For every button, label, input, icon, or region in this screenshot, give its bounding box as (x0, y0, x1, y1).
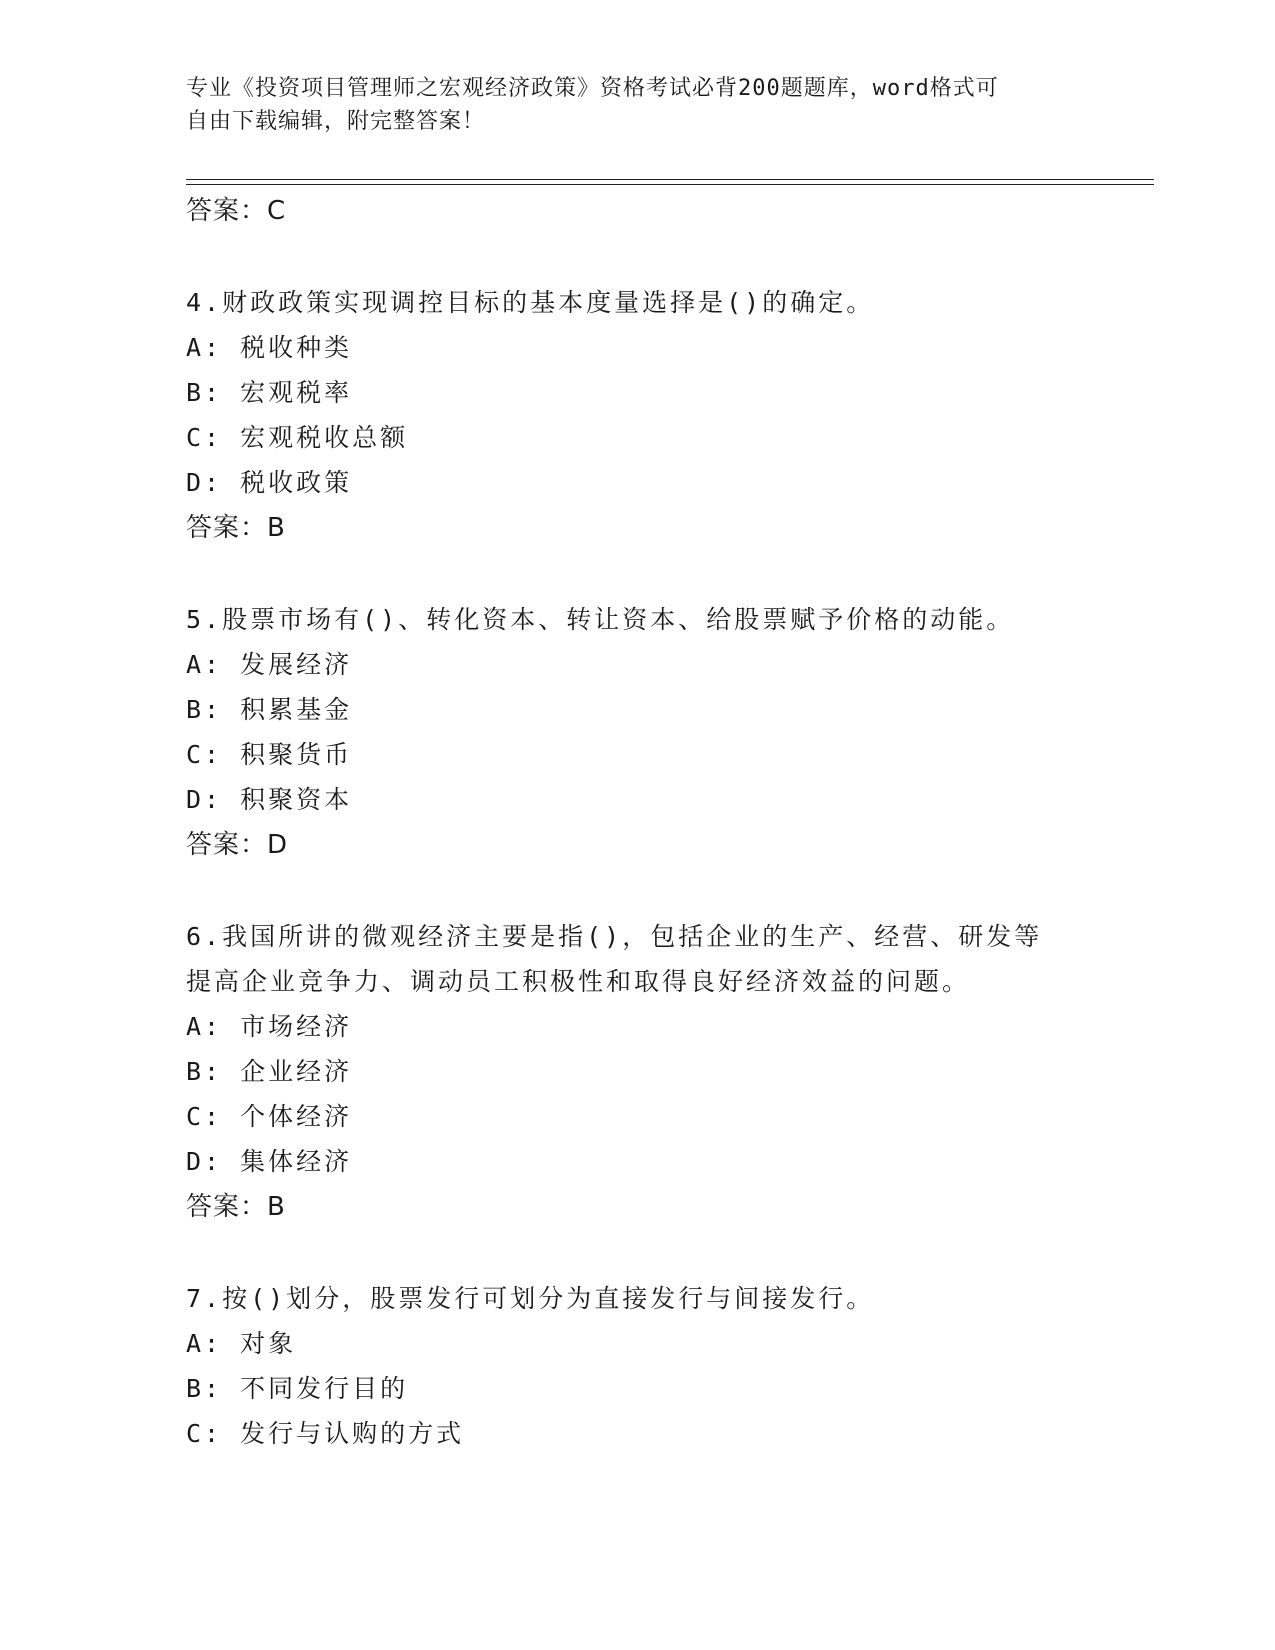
option-b: B: 不同发行目的 (186, 1374, 409, 1403)
header-line-1: 专业《投资项目管理师之宏观经济政策》资格考试必背200题题库，word格式可 (186, 76, 999, 101)
spacer (186, 551, 1086, 597)
question-stem: 4.财政政策实现调控目标的基本度量选择是()的确定。 (186, 288, 875, 317)
option-b: B: 积累基金 (186, 695, 353, 724)
option-d: D: 税收政策 (186, 468, 353, 497)
option-a: A: 发展经济 (186, 650, 353, 679)
answer: 答案：D (186, 830, 289, 860)
document-header (186, 72, 1066, 138)
option-c: C: 发行与认购的方式 (186, 1419, 465, 1448)
header-line-2: 自由下载编辑，附完整答案！ (186, 109, 486, 134)
option-b: B: 宏观税率 (186, 378, 353, 407)
spacer (186, 868, 1086, 914)
spacer (186, 234, 1086, 280)
question-stem: 5.股票市场有()、转化资本、转让资本、给股票赋予价格的动能。 (186, 605, 1015, 634)
question-7 (186, 1276, 1086, 1456)
answer-previous: 答案：C (186, 196, 287, 226)
option-c: C: 积聚货币 (186, 740, 353, 769)
option-a: A: 对象 (186, 1329, 297, 1358)
question-list (186, 188, 1086, 1456)
answer: 答案：B (186, 513, 286, 543)
option-a: A: 税收种类 (186, 333, 353, 362)
question-4 (186, 280, 1086, 551)
header-divider-top (186, 179, 1154, 180)
header-divider-bottom (186, 184, 1154, 185)
spacer (186, 1230, 1086, 1276)
option-c: C: 宏观税收总额 (186, 423, 409, 452)
question-6 (186, 914, 1086, 1230)
question-5 (186, 597, 1086, 868)
option-b: B: 企业经济 (186, 1057, 353, 1086)
answer: 答案：B (186, 1192, 286, 1222)
option-d: D: 积聚资本 (186, 785, 353, 814)
option-d: D: 集体经济 (186, 1147, 353, 1176)
question-stem-line-1: 6.我国所讲的微观经济主要是指()，包括企业的生产、经营、研发等 (186, 922, 1043, 951)
option-c: C: 个体经济 (186, 1102, 353, 1131)
question-stem-line-2: 提高企业竞争力、调动员工积极性和取得良好经济效益的问题。 (186, 967, 971, 996)
option-a: A: 市场经济 (186, 1012, 353, 1041)
question-stem: 7.按()划分，股票发行可划分为直接发行与间接发行。 (186, 1284, 875, 1313)
